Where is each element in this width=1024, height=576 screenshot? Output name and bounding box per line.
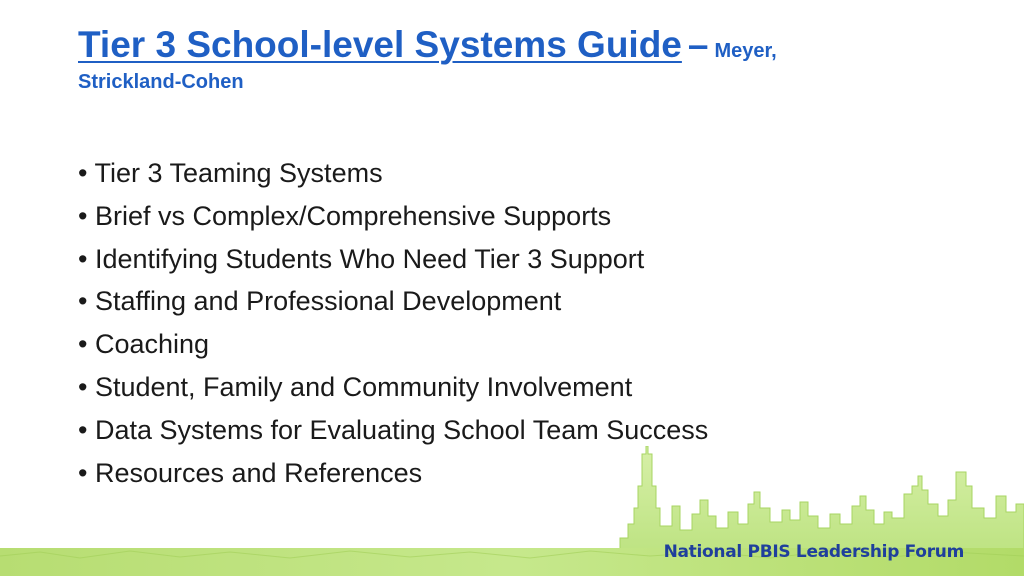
bullet-item: • Tier 3 Teaming Systems [78, 152, 708, 195]
bullet-item: • Resources and References [78, 452, 708, 495]
bullet-item: • Student, Family and Community Involvement [78, 366, 708, 409]
bullet-item: • Brief vs Complex/Comprehensive Supports [78, 195, 708, 238]
footer-organization-name: National PBIS Leadership Forum [663, 542, 964, 562]
bullet-list [78, 152, 708, 494]
bullet-item: • Data Systems for Evaluating School Team Success [78, 409, 708, 452]
bullet-item: • Staffing and Professional Development [78, 280, 708, 323]
title-dash: – [687, 24, 709, 65]
bullet-item: • Coaching [78, 323, 708, 366]
bullet-item: • Identifying Students Who Need Tier 3 Support [78, 238, 708, 281]
slide-title [78, 26, 978, 92]
title-main-text: Tier 3 School-level Systems Guide [78, 24, 682, 65]
title-authors-line2: Strickland-Cohen [78, 71, 244, 93]
title-authors-line1: Meyer, [714, 40, 777, 62]
